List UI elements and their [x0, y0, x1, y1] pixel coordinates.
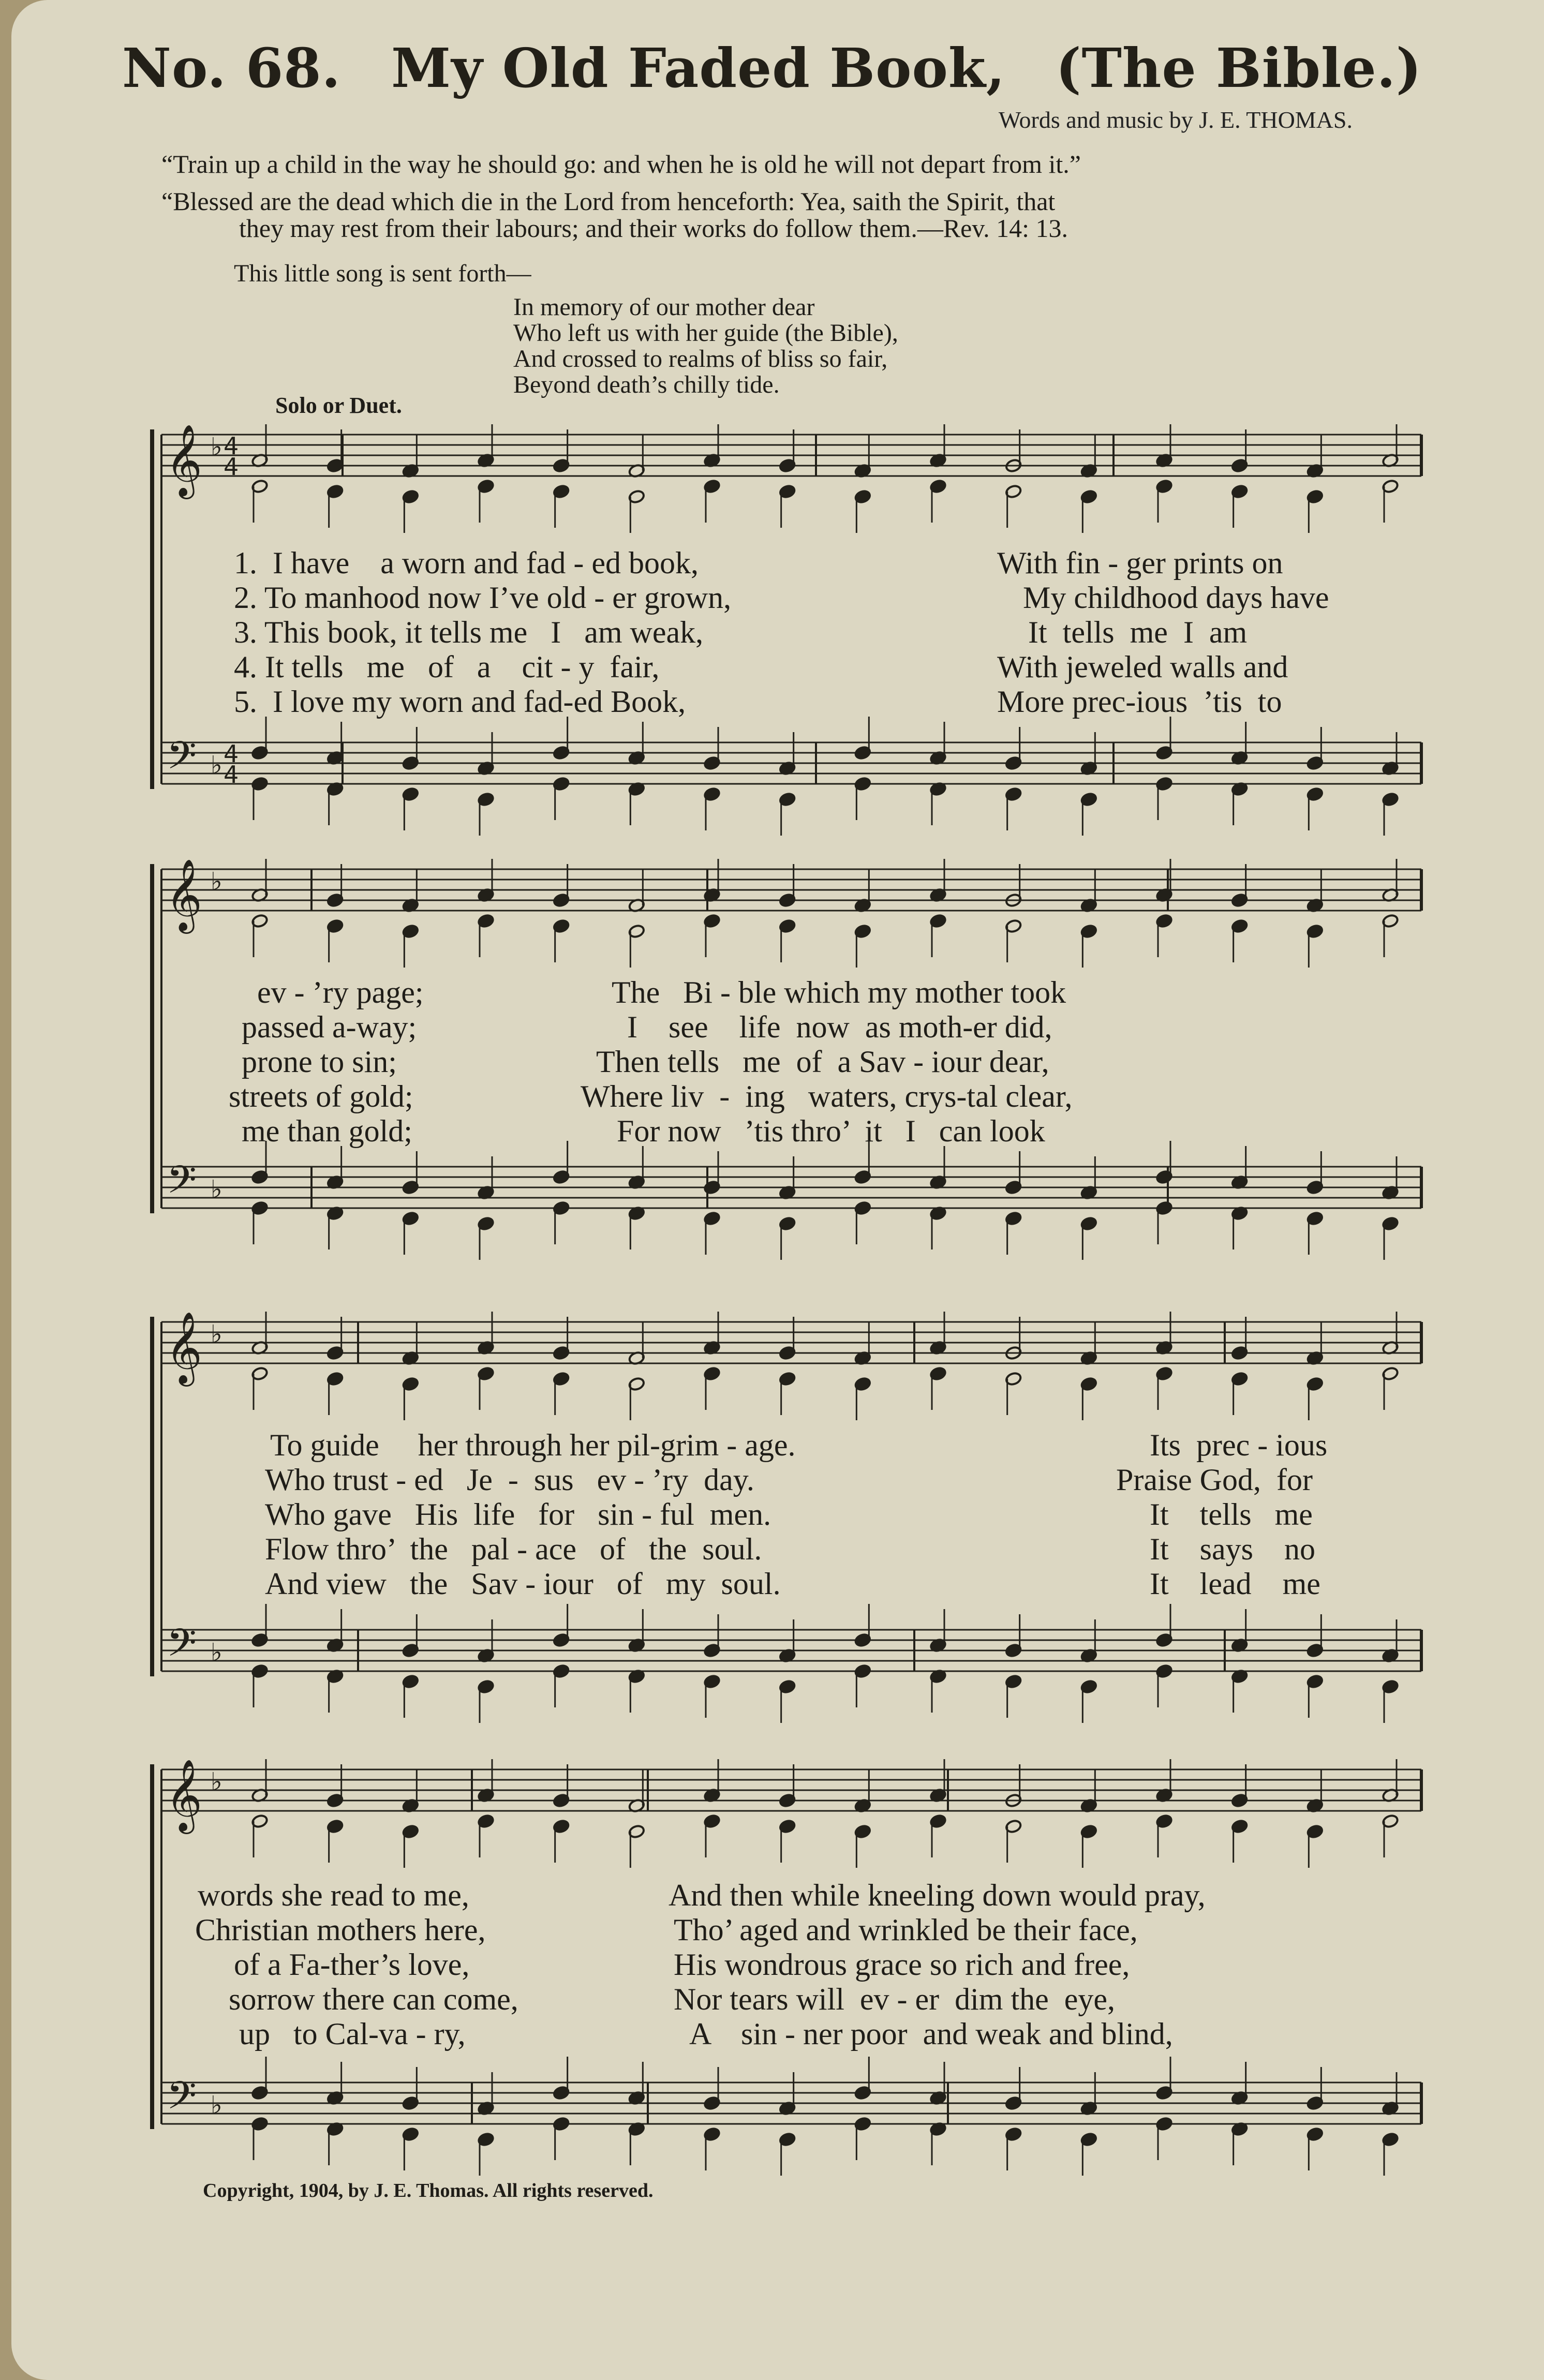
lyric-line: words she read to me,	[198, 1878, 469, 1912]
system-bracket	[150, 1764, 154, 2129]
lyric-line: His wondrous grace so rich and free,	[674, 1947, 1130, 1982]
lyric-line: With fin - ger prints on	[997, 546, 1283, 580]
flat-sign-icon: ♭	[211, 1638, 222, 1667]
time-signature: 4	[224, 432, 239, 460]
flat-sign-icon: ♭	[211, 2091, 222, 2120]
lyric-line: of a Fa-ther’s love,	[234, 1947, 470, 1982]
lyric-line: 3. This book, it tells me I am weak,	[234, 615, 704, 649]
lyric-line: It says no	[1150, 1532, 1315, 1566]
dedication-line-2: Who left us with her guide (the Bible),	[513, 319, 898, 347]
lyric-line: A sin - ner poor and weak and blind,	[689, 2017, 1173, 2051]
bass-clef-icon: 𝄢	[167, 1157, 197, 1212]
lyric-line: To guide her through her pil-grim - age.	[270, 1428, 796, 1462]
lyric-line: Its prec - ious	[1150, 1428, 1328, 1462]
hymn-number: No. 68.	[122, 36, 341, 100]
lyric-line: Tho’ aged and wrinkled be their face,	[674, 1913, 1138, 1947]
system-bracket	[150, 429, 154, 789]
treble-clef-icon: 𝄞	[166, 424, 202, 496]
lyric-line: The Bi - ble which my mother took	[612, 975, 1066, 1009]
lyric-line: Who gave His life for sin - ful men.	[265, 1497, 771, 1531]
lyric-line: Christian mothers here,	[195, 1913, 486, 1947]
lyric-line: 5. I love my worn and fad-ed Book,	[234, 685, 686, 719]
lyric-line: And view the Sav - iour of my soul.	[265, 1567, 781, 1601]
time-signature: 4	[224, 761, 239, 789]
flat-sign-icon: ♭	[211, 1320, 222, 1349]
lyric-line: I see life now as moth-er did,	[627, 1010, 1052, 1044]
hymn-subtitle: (The Bible.)	[1056, 36, 1422, 100]
copyright-notice: Copyright, 1904, by J. E. Thomas. All rights reserved.	[203, 2180, 654, 2202]
time-signature: 4	[224, 453, 239, 481]
lyric-line: Praise God, for	[1116, 1463, 1313, 1497]
flat-sign-icon: ♭	[211, 751, 222, 780]
lyric-line: It lead me	[1150, 1567, 1320, 1601]
lyric-line: 4. It tells me of a cit - y fair,	[234, 650, 660, 684]
lyric-line: With jeweled walls and	[997, 650, 1288, 684]
system-bracket	[150, 864, 154, 1213]
lyric-line: And then while kneeling down would pray,	[669, 1878, 1206, 1912]
system-bracket	[150, 1317, 154, 1676]
lyric-line: streets of gold;	[229, 1079, 413, 1113]
lyric-line: Who trust - ed Je - sus ev - ’ry day.	[265, 1463, 754, 1497]
dedication-intro: This little song is sent forth—	[234, 260, 531, 287]
scripture-quote-1: “Train up a child in the way he should go: and when he is old he will not depart from it.”	[161, 150, 1081, 178]
author-credit: Words and music by J. E. THOMAS.	[998, 107, 1353, 133]
lyric-line: More prec-ious ’tis to	[997, 685, 1282, 719]
dedication-line-4: Beyond death’s chilly tide.	[513, 371, 780, 398]
performance-note: Solo or Duet.	[275, 393, 402, 418]
bass-clef-icon: 𝄢	[167, 2073, 197, 2128]
hymn-name: My Old Faded Book,	[391, 36, 1006, 100]
scripture-quote-2: “Blessed are the dead which die in the Lord from henceforth: Yea, saith the Spirit, that	[161, 187, 1056, 216]
lyric-line: ev - ’ry page;	[257, 975, 424, 1009]
lyric-line: 2. To manhood now I’ve old - er grown,	[234, 581, 732, 615]
flat-sign-icon: ♭	[211, 433, 222, 462]
lyric-line: My childhood days have	[1023, 581, 1329, 615]
lyric-line: Nor tears will ev - er dim the eye,	[674, 1982, 1116, 2016]
bass-clef-icon: 𝄢	[167, 1620, 197, 1675]
flat-sign-icon: ♭	[211, 1175, 222, 1204]
lyric-line: sorrow there can come,	[229, 1982, 518, 2016]
scripture-quote-3: they may rest from their labours; and their works do follow them.—Rev. 14: 13.	[239, 214, 1068, 243]
flat-sign-icon: ♭	[211, 867, 222, 896]
treble-clef-icon: 𝄞	[166, 1312, 202, 1384]
bass-clef-icon: 𝄢	[167, 733, 197, 787]
lyric-line: Then tells me of a Sav - iour dear,	[596, 1045, 1049, 1079]
lyric-line: It tells me	[1150, 1497, 1313, 1531]
flat-sign-icon: ♭	[211, 1767, 222, 1796]
dedication-line-1: In memory of our mother dear	[513, 293, 815, 321]
lyric-line: For now ’tis thro’ it I can look	[617, 1114, 1045, 1148]
time-signature: 4	[224, 740, 239, 768]
lyric-line: up to Cal-va - ry,	[239, 2017, 466, 2051]
hymn-page	[11, 0, 1544, 2380]
lyric-line: prone to sin;	[242, 1045, 397, 1079]
lyric-line: It tells me I am	[1028, 615, 1248, 649]
treble-clef-icon: 𝄞	[166, 1759, 202, 1831]
lyric-line: 1. I have a worn and fad - ed book,	[234, 546, 699, 580]
lyric-line: me than gold;	[242, 1114, 412, 1148]
lyric-line: passed a-way;	[242, 1010, 417, 1044]
lyric-line: Where liv - ing waters, crys-tal clear,	[581, 1079, 1073, 1113]
dedication-line-3: And crossed to realms of bliss so fair,	[513, 345, 888, 373]
lyric-line: Flow thro’ the pal - ace of the soul.	[265, 1532, 762, 1566]
treble-clef-icon: 𝄞	[166, 859, 202, 931]
